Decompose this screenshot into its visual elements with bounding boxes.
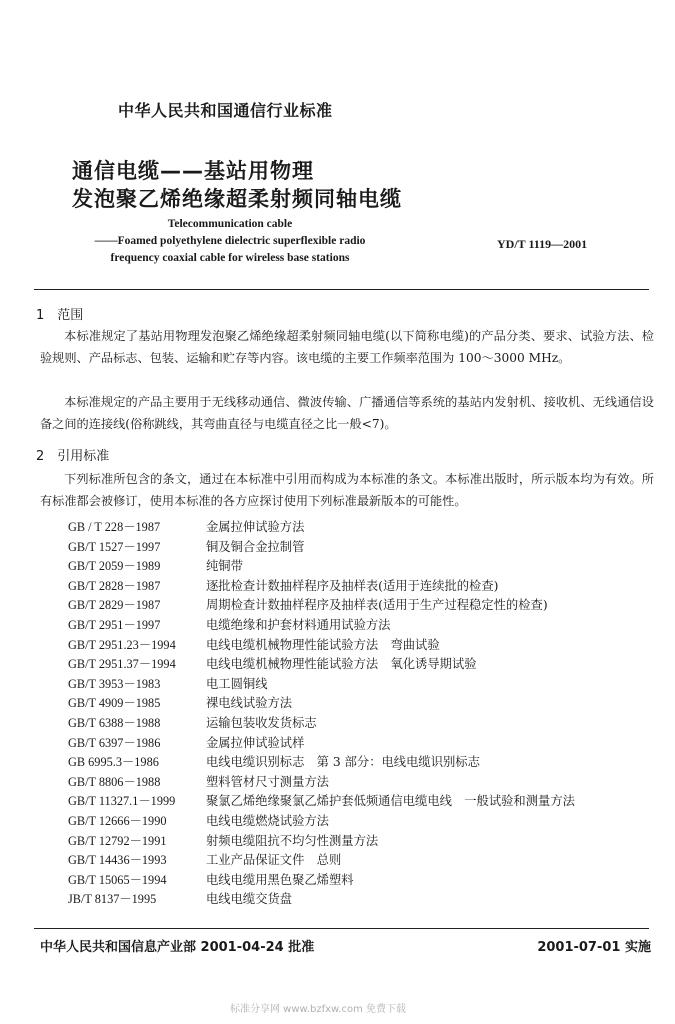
reference-code: GB/T 3953－1983: [68, 677, 161, 691]
reference-code: GB/T 11327.1－1999: [68, 794, 176, 808]
reference-title: 金属拉伸试验方法: [206, 520, 305, 534]
reference-title: 聚氯乙烯绝缘聚氯乙烯护套低频通信电缆电线 一般试验和测量方法: [206, 794, 575, 808]
reference-title: 电线电缆识别标志 第 3 部分：电线电缆识别标志: [206, 755, 480, 769]
reference-title: 电线电缆用黑色聚乙烯塑料: [206, 873, 354, 887]
section-1-heading: 1 范围: [36, 308, 84, 323]
reference-title: 周期检查计数抽样程序及抽样表(适用于生产过程稳定性的检查): [206, 598, 548, 612]
reference-code: GB/T 15065－1994: [68, 873, 167, 887]
reference-code: GB / T 228－1987: [68, 520, 161, 534]
header-divider: [34, 289, 649, 290]
standard-number: YD/T 1119—2001: [497, 237, 588, 251]
section-1-paragraph-2: 本标准规定的产品主要用于无线移动通信、微波传输、广播通信等系统的基站内发射机、接收机、无线通信设备之间的连接线(俗称跳线，其弯曲直径与电缆直径之比一般<7)。: [40, 395, 654, 431]
reference-code: GB/T 2951.37－1994: [68, 657, 176, 671]
approval-info: 中华人民共和国信息产业部 2001-04-24 批准: [40, 940, 315, 955]
reference-title: 裸电线试验方法: [206, 696, 293, 710]
title-cn-line2: 发泡聚乙烯绝缘超柔射频同轴电缆: [72, 187, 402, 211]
reference-title: 逐批检查计数抽样程序及抽样表(适用于连续批的检查): [206, 579, 499, 593]
reference-code: GB/T 8806－1988: [68, 775, 161, 789]
reference-code: GB/T 2059－1989: [68, 559, 161, 573]
reference-title: 电线电缆机械物理性能试验方法 弯曲试验: [206, 638, 440, 652]
reference-title: 电线电缆交货盘: [206, 892, 293, 906]
reference-title: 金属拉伸试验试样: [206, 736, 305, 750]
reference-code: JB/T 8137－1995: [68, 892, 157, 906]
reference-title: 电工圆铜线: [206, 677, 268, 691]
reference-code: GB/T 2951－1997: [68, 618, 161, 632]
reference-title: 电线电缆燃烧试验方法: [206, 814, 329, 828]
reference-code: GB/T 4909－1985: [68, 696, 161, 710]
reference-code: GB/T 1527－1997: [68, 540, 161, 554]
reference-title: 射频电缆阻抗不均匀性测量方法: [206, 834, 379, 848]
reference-code: GB 6995.3－1986: [68, 755, 159, 769]
title-en-line3: frequency coaxial cable for wireless base stations: [110, 252, 350, 264]
title-en-line1: Telecommunication cable: [167, 218, 293, 230]
reference-title: 运输包装收发货标志: [206, 716, 317, 730]
reference-code: GB/T 2829－1987: [68, 598, 161, 612]
footer-divider: [34, 928, 649, 929]
title-en-line2: ——Foamed polyethylene dielectric superflexible radio: [94, 235, 366, 247]
title-cn-line1: 通信电缆——基站用物理: [72, 159, 314, 183]
section-2-intro: 下列标准所包含的条文，通过在本标准中引用而构成为本标准的条文。本标准出版时，所示版本均为有效。所有标准都会被修订，使用本标准的各方应探讨使用下列标准最新版本的可能性。: [40, 472, 654, 508]
watermark: 标准分享网 www.bzfxw.com 免费下载: [230, 1004, 406, 1015]
reference-code: GB/T 2951.23－1994: [68, 638, 176, 652]
reference-title: 铜及铜合金拉制管: [206, 540, 305, 554]
reference-code: GB/T 6397－1986: [68, 736, 161, 750]
reference-code: GB/T 12666－1990: [68, 814, 167, 828]
reference-code: GB/T 6388－1988: [68, 716, 161, 730]
reference-title: 塑料管材尺寸测量方法: [206, 775, 329, 789]
reference-code: GB/T 14436－1993: [68, 853, 167, 867]
reference-code: GB/T 2828－1987: [68, 579, 161, 593]
effective-date: 2001-07-01 实施: [537, 940, 651, 955]
reference-title: 电线电缆机械物理性能试验方法 氧化诱导期试验: [206, 657, 477, 671]
issuing-organization: 中华人民共和国通信行业标准: [118, 101, 333, 120]
reference-title: 工业产品保证文件 总则: [206, 853, 342, 867]
section-2-heading: 2 引用标准: [36, 449, 110, 464]
reference-title: 电缆绝缘和护套材料通用试验方法: [206, 618, 391, 632]
section-1-paragraph-1: 本标准规定了基站用物理发泡聚乙烯绝缘超柔射频同轴电缆(以下简称电缆)的产品分类、要求、试验方法、检验规则、产品标志、包装、运输和贮存等内容。该电缆的主要工作频率范围为 100～3000 MHz。: [40, 329, 654, 365]
reference-code: GB/T 12792－1991: [68, 834, 167, 848]
reference-title: 纯铜带: [206, 559, 243, 573]
